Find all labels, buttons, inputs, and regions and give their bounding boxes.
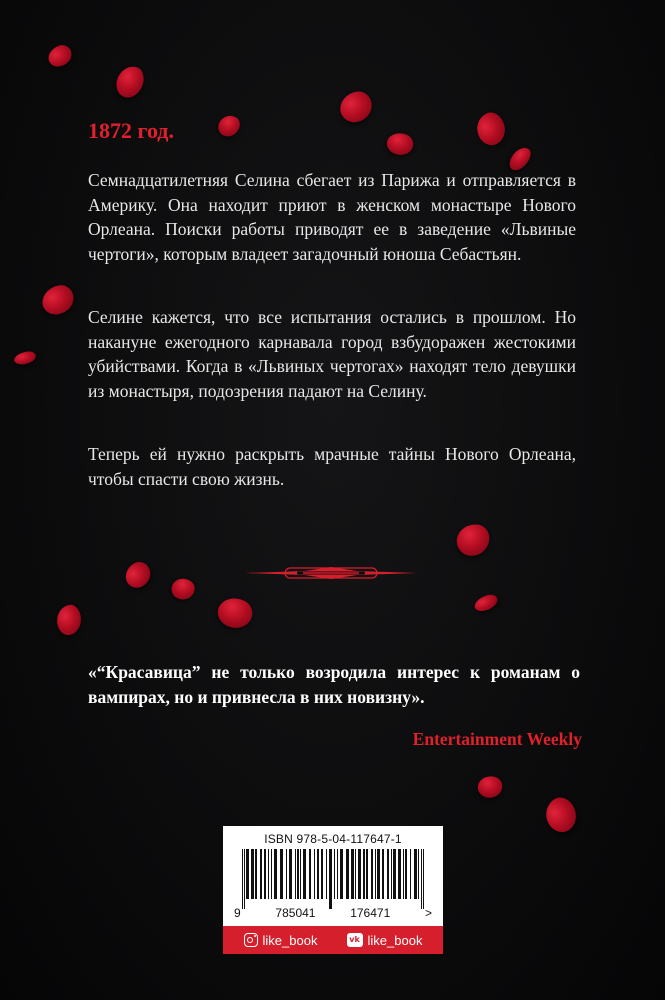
vk-icon: vk [347, 933, 363, 947]
rose-petal [39, 282, 77, 317]
rose-petal [56, 604, 83, 636]
rose-petal [215, 111, 243, 140]
rose-petal [540, 793, 583, 837]
ean-digits-left: 785041 [275, 906, 316, 920]
rose-petal [384, 129, 416, 159]
ean-quiet-marker: > [424, 906, 432, 920]
barcode-bars [238, 849, 428, 909]
vk-handle: like_book [367, 932, 423, 948]
isbn-label: ISBN 978-5-04-117647-1 [264, 832, 402, 846]
instagram-handle: like_book [262, 932, 318, 948]
instagram-icon [244, 933, 258, 947]
review-source: Entertainment Weekly [412, 729, 582, 749]
isbn-barcode [223, 826, 443, 926]
rose-petal [121, 558, 156, 592]
synopsis-paragraph-3: Теперь ей нужно раскрыть мрачные тайны Нового Орлеана, чтобы спасти свою жизнь. [88, 444, 576, 489]
ean-digits-right: 176471 [350, 906, 391, 920]
instagram-link[interactable] [244, 933, 318, 948]
rose-petal [45, 42, 74, 69]
rose-petal [454, 521, 491, 558]
rose-petal [472, 592, 499, 613]
rose-petal [476, 773, 505, 800]
synopsis-paragraph-1: Семнадцатилетняя Селина сбегает из Парижа и отправляется в Америку. Она находит приют в женском монастыре Нового Орлеана. Поиски работы приводят ее в заведение «Львиные чертоги», которым владеет загадочный юноша Себастьян. [88, 170, 576, 264]
ean-digit-lead: 9 [234, 906, 241, 920]
year-heading: 1872 год. [88, 118, 174, 143]
review-quote: «“Красавица” не только возродила интерес к романам о вампирах, но и привнесла в них новизну». [88, 662, 580, 707]
rose-petal [338, 89, 375, 124]
social-bar [223, 926, 443, 954]
rose-petal [13, 350, 37, 366]
rose-petal [213, 592, 256, 634]
rose-petal [168, 574, 199, 605]
vk-link[interactable] [347, 933, 423, 948]
rose-petal [113, 63, 146, 101]
synopsis-paragraph-2: Селине кажется, что все испытания остались в прошлом. Но накануне ежегодного карнавала город взбудоражен жестокими убийствами. Когда в «Львиных чертогах» находят тело девушки из монастыря, подозрения падают на Селину. [88, 307, 576, 401]
rose-petal [472, 109, 511, 150]
ean-digits [233, 906, 433, 920]
ornamental-divider [245, 565, 417, 581]
